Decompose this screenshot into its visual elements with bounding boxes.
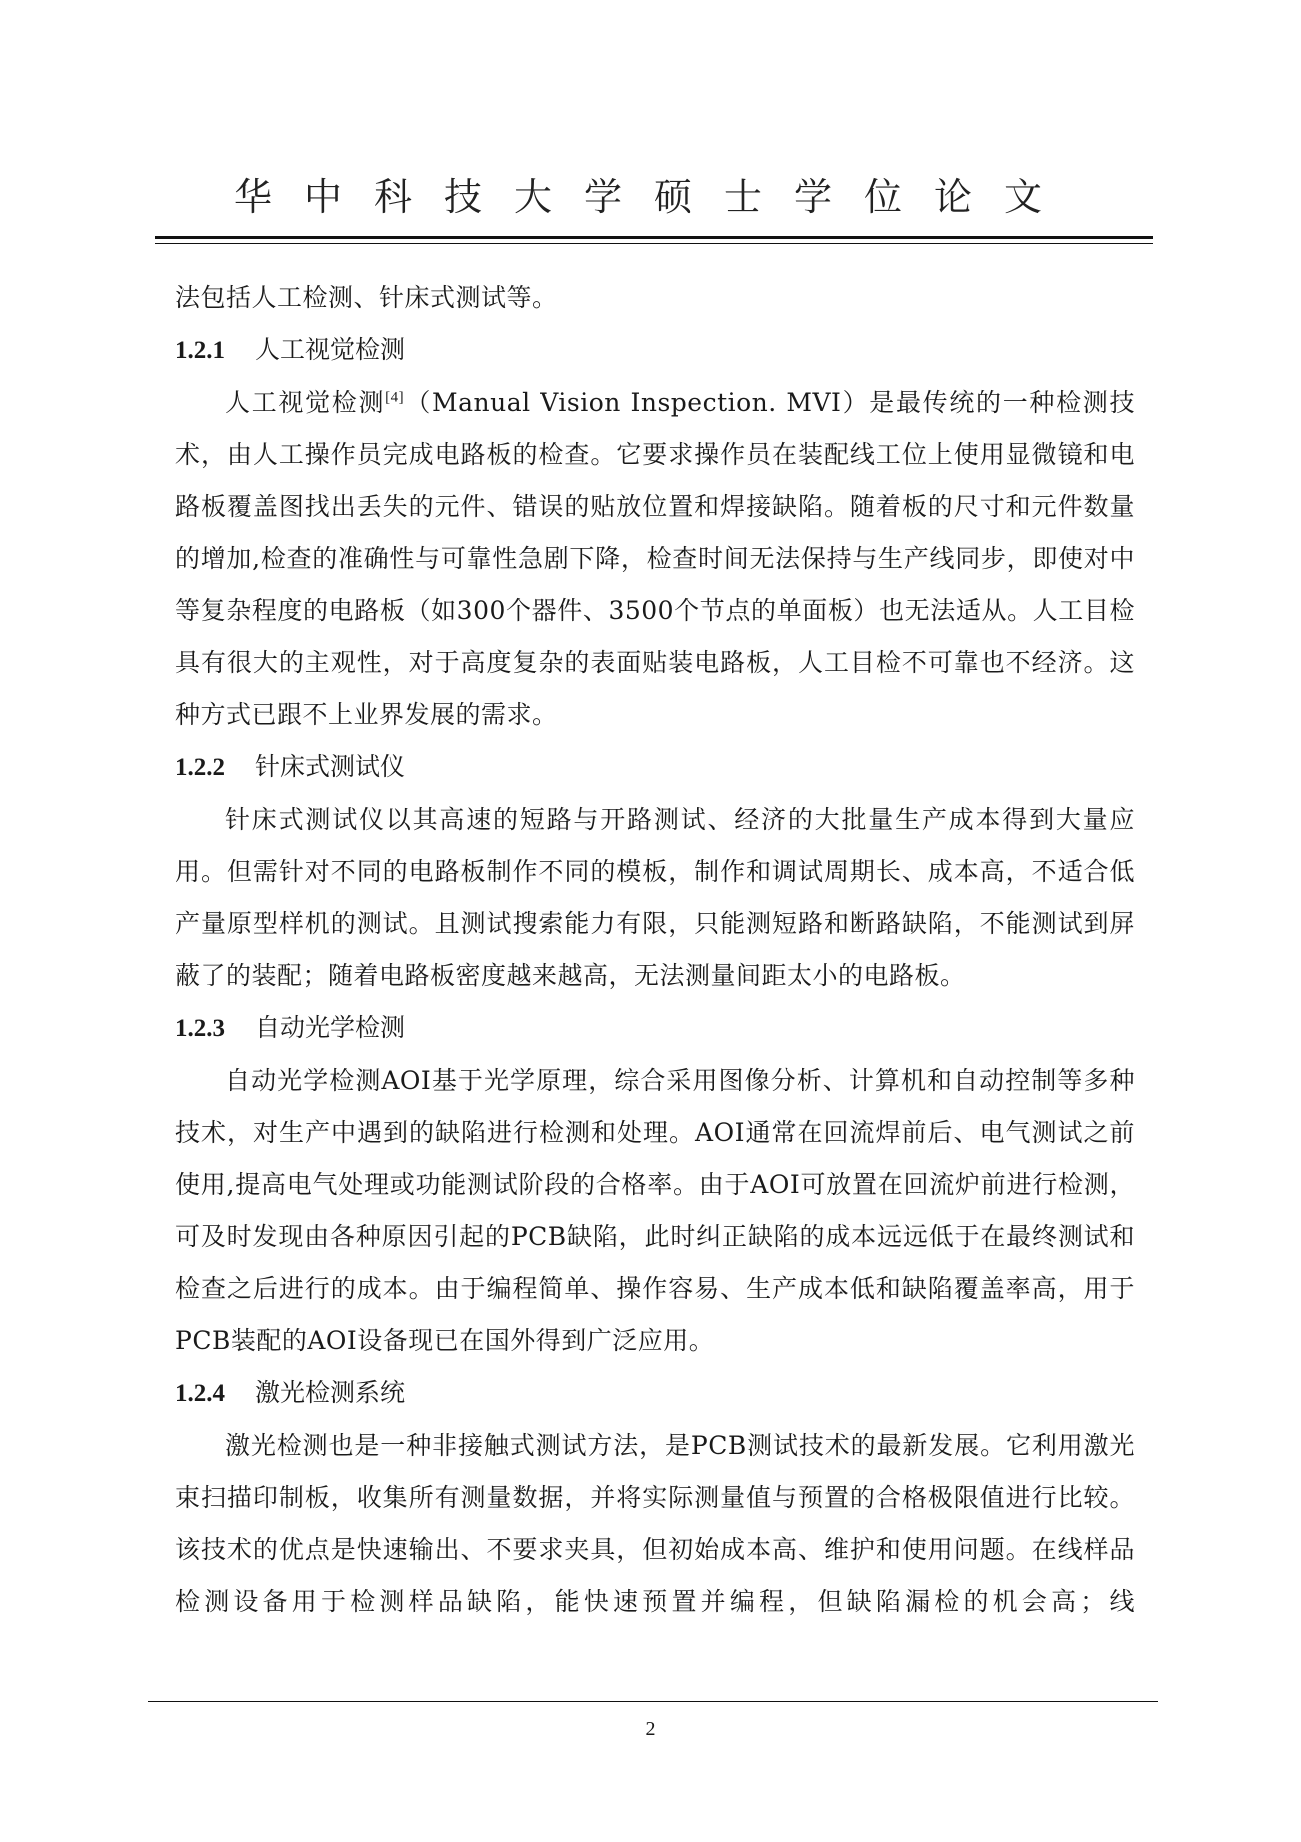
page-number: 2	[645, 1718, 656, 1740]
paragraph-rest: （Manual Vision Inspection. MVI）是最传统的一种检测技术，由人工操作员完成电路板的检查。它要求操作员在装配线工位上使用显微镜和电路板覆盖图找出丢失的元件、错误的贴放位置和焊接缺陷。随着板的尺寸和元件数量的增加,检查的准确性与可靠性急剧下降，检查时间无法保持与生产线同步，即使对中等复杂程度的电路板（如300个器件、3500个节点的单面板）也无法适从。人工目检具有很大的主观性，对于高度复杂的表面贴装电路板，人工目检不可靠也不经济。这种方式已跟不上业界发展的需求。	[175, 388, 1135, 729]
section-number: 1.2.1	[175, 337, 225, 364]
section-number: 1.2.4	[175, 1380, 225, 1407]
section-heading-1-2-2	[175, 741, 1135, 794]
section-heading-1-2-4	[175, 1367, 1135, 1420]
paragraph-1-2-1	[175, 377, 1135, 741]
citation-ref[interactable]: [4]	[385, 389, 405, 406]
paragraph-1-2-4: 激光检测也是一种非接触式测试方法，是PCB测试技术的最新发展。它利用激光束扫描印制板，收集所有测量数据，并将实际测量值与预置的合格极限值进行比较。该技术的优点是快速输出、不要求夹具，但初始成本高、维护和使用问题。在线样品检测设备用于检测样品缺陷，能快速预置并编程，但缺陷漏检的机会高；线	[175, 1431, 1135, 1616]
section-title: 自动光学检测	[255, 1013, 406, 1042]
paragraph-lead: 人工视觉检测	[225, 388, 386, 417]
footer-rule	[148, 1701, 1158, 1702]
paragraph-1-2-2: 针床式测试仪以其高速的短路与开路测试、经济的大批量生产成本得到大量应用。但需针对不同的电路板制作不同的模板，制作和调试周期长、成本高，不适合低产量原型样机的测试。且测试搜索能力有限，只能测短路和断路缺陷，不能测试到屏蔽了的装配；随着电路板密度越来越高，无法测量间距太小的电路板。	[175, 805, 1135, 990]
intro-line: 法包括人工检测、针床式测试等。	[175, 283, 558, 312]
section-title: 人工视觉检测	[255, 335, 406, 364]
section-heading-1-2-1	[175, 324, 1135, 377]
section-title: 针床式测试仪	[255, 752, 406, 781]
header-rule-thick	[155, 236, 1153, 239]
section-heading-1-2-3	[175, 1002, 1135, 1055]
section-title: 激光检测系统	[255, 1378, 406, 1407]
running-header-title: 华中科技大学硕士学位论文	[233, 175, 1074, 219]
page-body	[175, 272, 1135, 1628]
paragraph-1-2-3: 自动光学检测AOI基于光学原理，综合采用图像分析、计算机和自动控制等多种技术，对生产中遇到的缺陷进行检测和处理。AOI通常在回流焊前后、电气测试之前使用,提高电气处理或功能测试阶段的合格率。由于AOI可放置在回流炉前进行检测，可及时发现由各种原因引起的PCB缺陷，此时纠正缺陷的成本远远低于在最终测试和检查之后进行的成本。由于编程简单、操作容易、生产成本低和缺陷覆盖率高，用于PCB装配的AOI设备现已在国外得到广泛应用。	[175, 1066, 1135, 1355]
section-number: 1.2.3	[175, 1015, 225, 1042]
section-number: 1.2.2	[175, 754, 225, 781]
header-rule-thin	[155, 243, 1153, 244]
